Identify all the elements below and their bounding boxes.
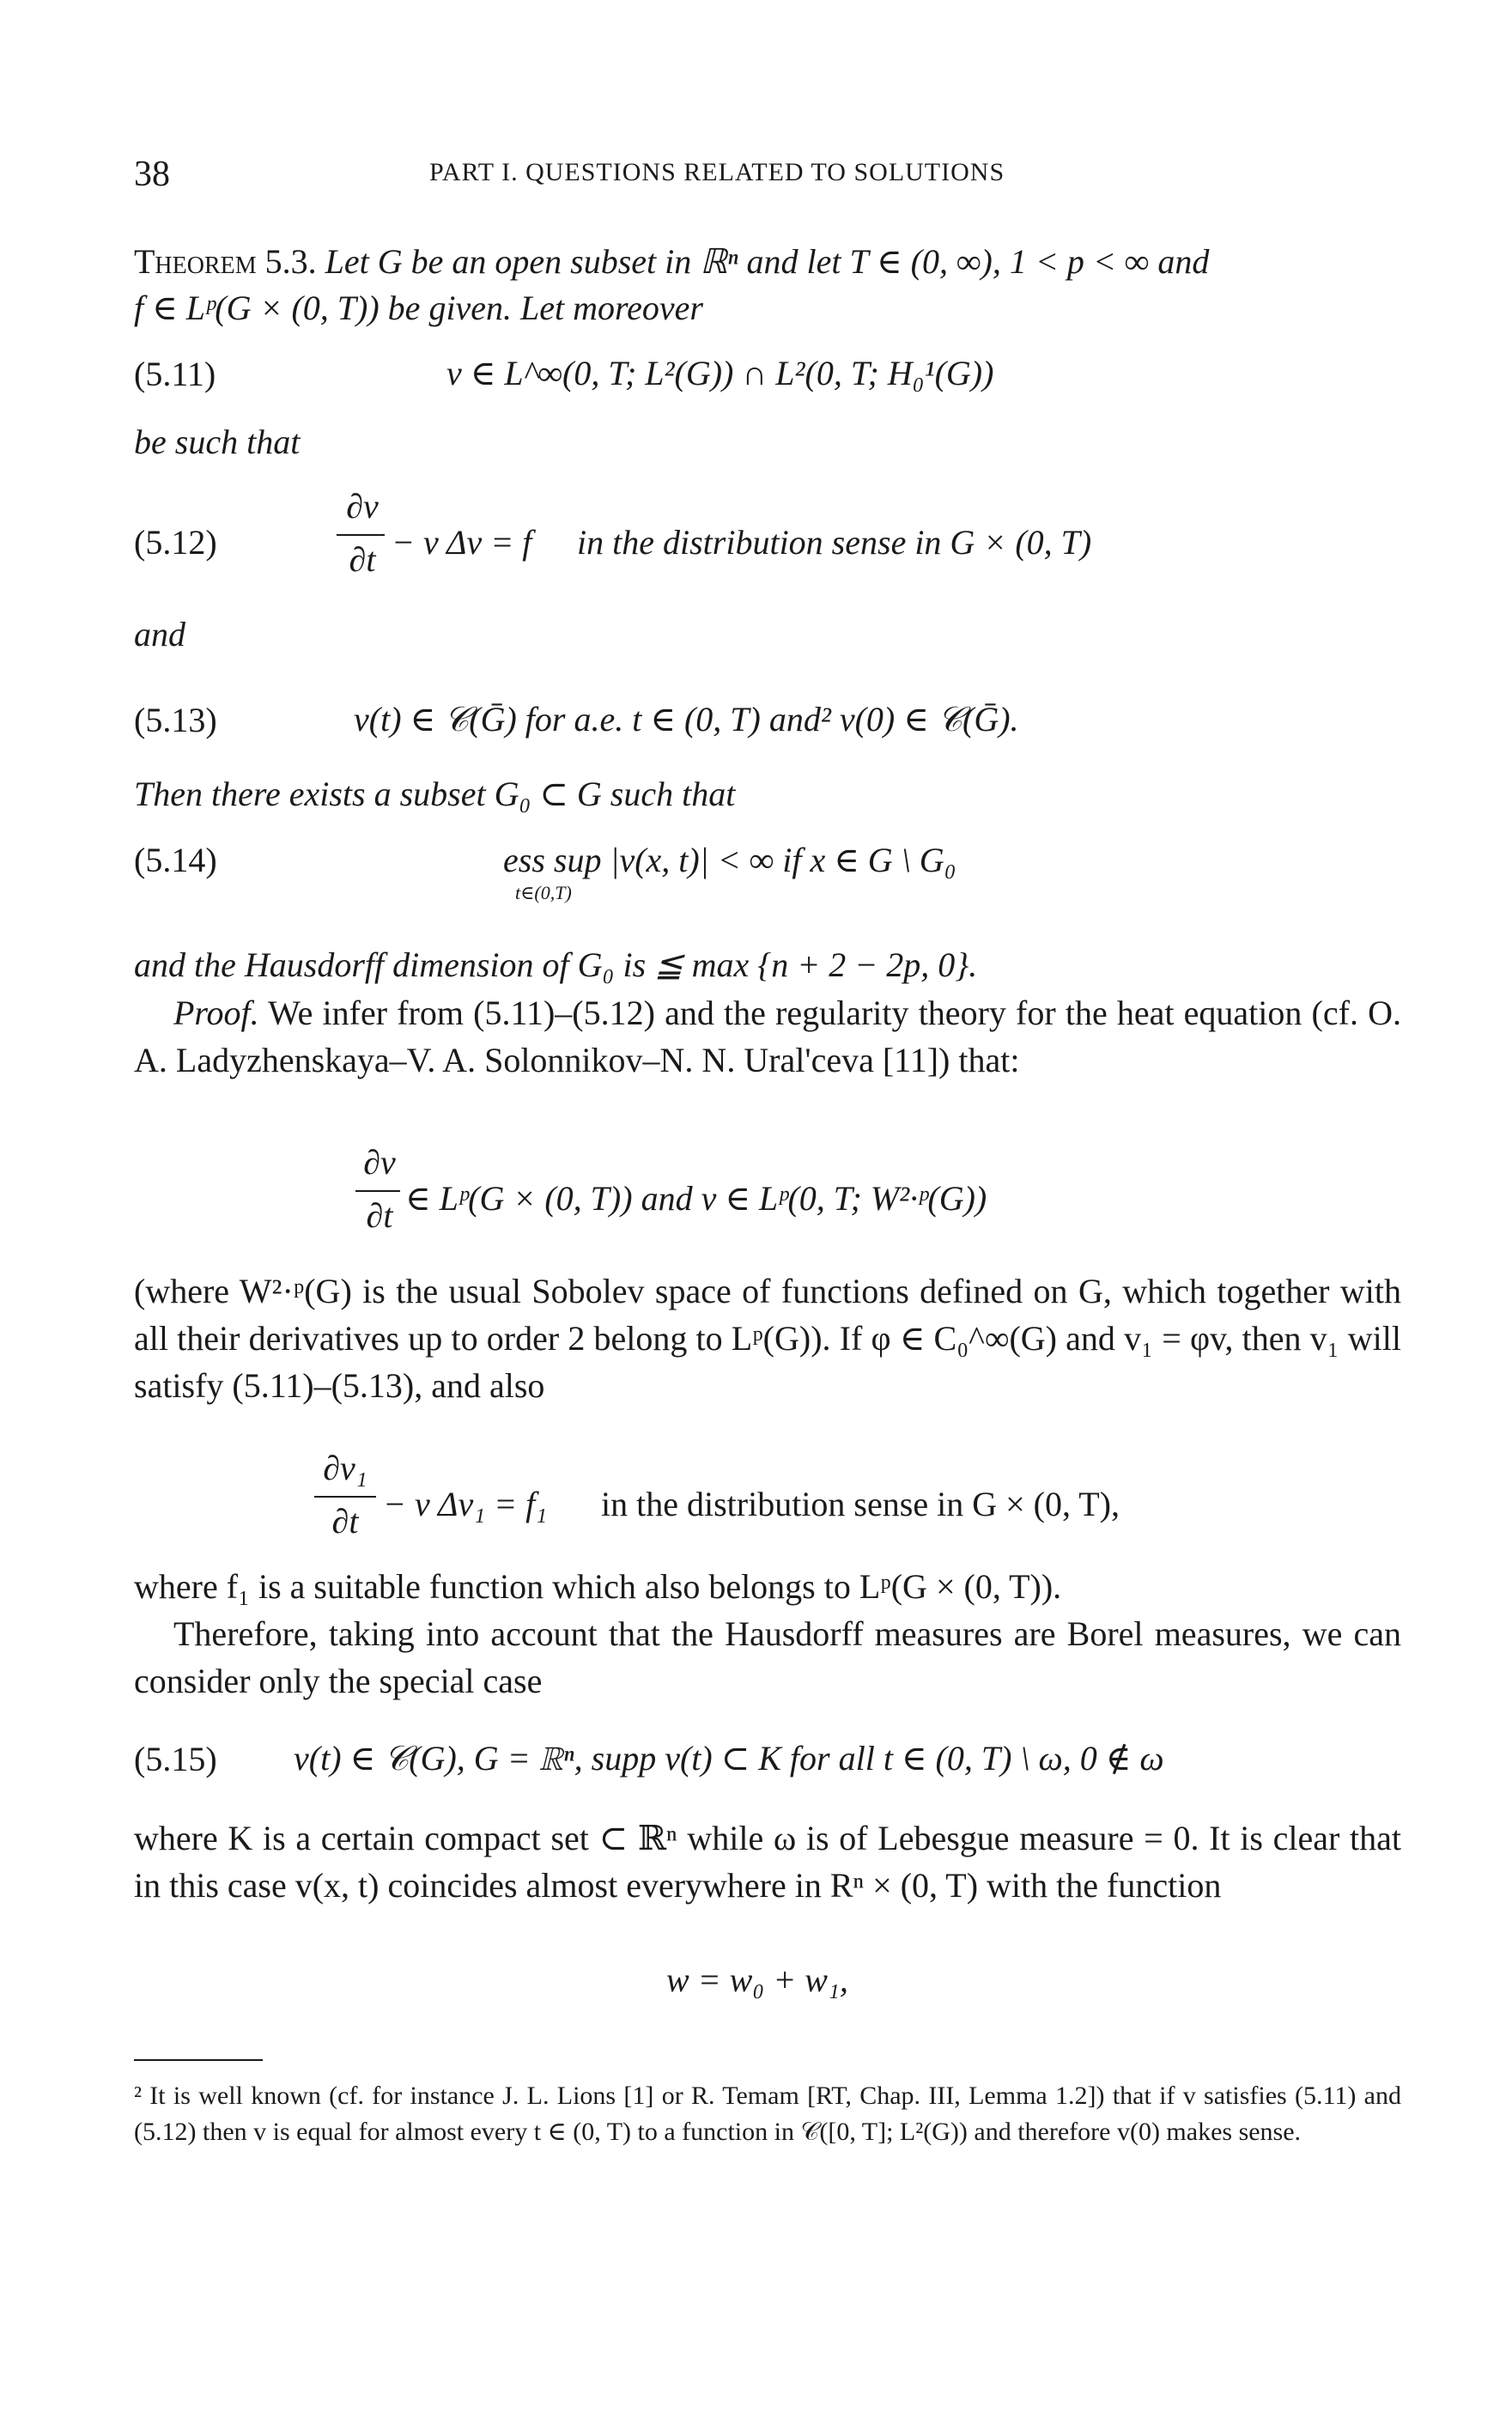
eq-5-15-body: v(t) ∈ 𝒞(G), G = ℝⁿ, supp v(t) ⊂ K for all t ∈ (0, T) \ ω, 0 ∉ ω (294, 1739, 1164, 1778)
eq-5-12-number: (5.12) (134, 523, 217, 562)
eq-5-12-numerator: ∂v (346, 487, 379, 526)
eq-5-14-subscript: t∈(0,T) (515, 882, 572, 903)
eq-5-14-number: (5.14) (134, 841, 217, 879)
eq-5-11-body: v ∈ L^∞(0, T; L²(G)) ∩ L²(0, T; H₀¹(G)) (446, 354, 994, 392)
disp1-numerator: ∂v (363, 1143, 396, 1182)
eq-5-14-body: ess sup |v(x, t)| < ∞ if x ∈ G \ G₀ (503, 841, 956, 879)
be-such-that: be such that (134, 422, 301, 461)
footnote-rule (134, 2059, 263, 2061)
eq-5-12-tail: in the distribution sense in G × (0, T) (577, 523, 1092, 562)
proof-paragraph-3: where f₁ is a suitable function which also belongs to Lᵖ(G × (0, T)). (134, 1567, 1062, 1606)
theorem-text-1: Let G be an open subset in ℝⁿ and let T ∈ (0, ∞), 1 < p < ∞ and (325, 242, 1210, 281)
page-number: 38 (134, 155, 170, 194)
proof-paragraph-5: where K is a certain compact set ⊂ ℝⁿ while ω is of Lebesgue measure = 0. It is clear that in this case v(x, t) coincides almost everywhere in Rⁿ × (0, T) with the function (134, 1819, 1401, 1905)
proof-paragraph-2: (where W²·ᵖ(G) is the usual Sobolev space of functions defined on G, which together with all their derivatives up to order 2 belong to Lᵖ(G)). If φ ∈ C₀^∞(G) and v₁ = φv, then v₁ will satisfy (5.11)–(5.13), and also (134, 1272, 1401, 1405)
disp3-equation: w = w₀ + w₁, (666, 1960, 848, 1999)
proof-paragraph-4: Therefore, taking into account that the Hausdorff measures are Borel measures, we can consider only the special case (134, 1614, 1401, 1700)
disp2-fraction-bar (314, 1496, 376, 1498)
then-line: Then there exists a subset G₀ ⊂ G such that (134, 775, 736, 813)
theorem-line-2: f ∈ Lᵖ(G × (0, T)) be given. Let moreover (134, 289, 703, 327)
disp2-operator: − ν Δv₁ = f₁ (383, 1485, 548, 1523)
eq-5-13-number: (5.13) (134, 701, 217, 739)
footnote: ² It is well known (cf. for instance J. L. Lions [1] or R. Temam [RT, Chap. III, Lemma 1.2]) that if v satisfies (5.11) and (5.12) then v is equal for almost every t ∈ (0, T) to a function in 𝒞([0, T]; L²(G)) and therefore v(0) makes sense. (134, 2082, 1401, 2146)
theorem-label: Theorem 5.3. (134, 242, 317, 281)
disp2-denominator: ∂t (331, 1502, 359, 1541)
eq-5-12-fraction-bar (337, 534, 385, 536)
running-title: PART I. QUESTIONS RELATED TO SOLUTIONS (429, 158, 1005, 186)
eq-5-15-number: (5.15) (134, 1740, 217, 1778)
eq-5-11-number: (5.11) (134, 355, 216, 393)
disp1-rest: ∈ Lᵖ(G × (0, T)) and v ∈ Lᵖ(0, T; W²·ᵖ(G)) (405, 1179, 987, 1218)
hausdorff-line: and the Hausdorff dimension of G₀ is ≦ max {n + 2 − 2p, 0}. (134, 945, 978, 984)
and-word: and (134, 615, 185, 653)
disp1-fraction-bar (355, 1190, 400, 1192)
proof-paragraph-1 (134, 989, 1401, 1084)
disp2-tail: in the distribution sense in G × (0, T), (601, 1485, 1120, 1523)
eq-5-12-operator: − ν Δv = f (392, 523, 532, 562)
proof-label: Proof. (173, 994, 259, 1032)
proof-text-1: We infer from (5.11)–(5.12) and the regularity theory for the heat equation (cf. O. A. Ladyzhenskaya–V. A. Solonnikov–N. N. Ural'ceva [11]) that: (134, 994, 1402, 1079)
disp1-denominator: ∂t (366, 1196, 393, 1235)
theorem-line-1 (134, 239, 1209, 285)
disp2-numerator: ∂v₁ (323, 1449, 367, 1487)
eq-5-13-body: v(t) ∈ 𝒞(Ḡ) for a.e. t ∈ (0, T) and² v(0) ∈ 𝒞(Ḡ). (354, 700, 1019, 738)
eq-5-12-denominator: ∂t (349, 540, 376, 579)
